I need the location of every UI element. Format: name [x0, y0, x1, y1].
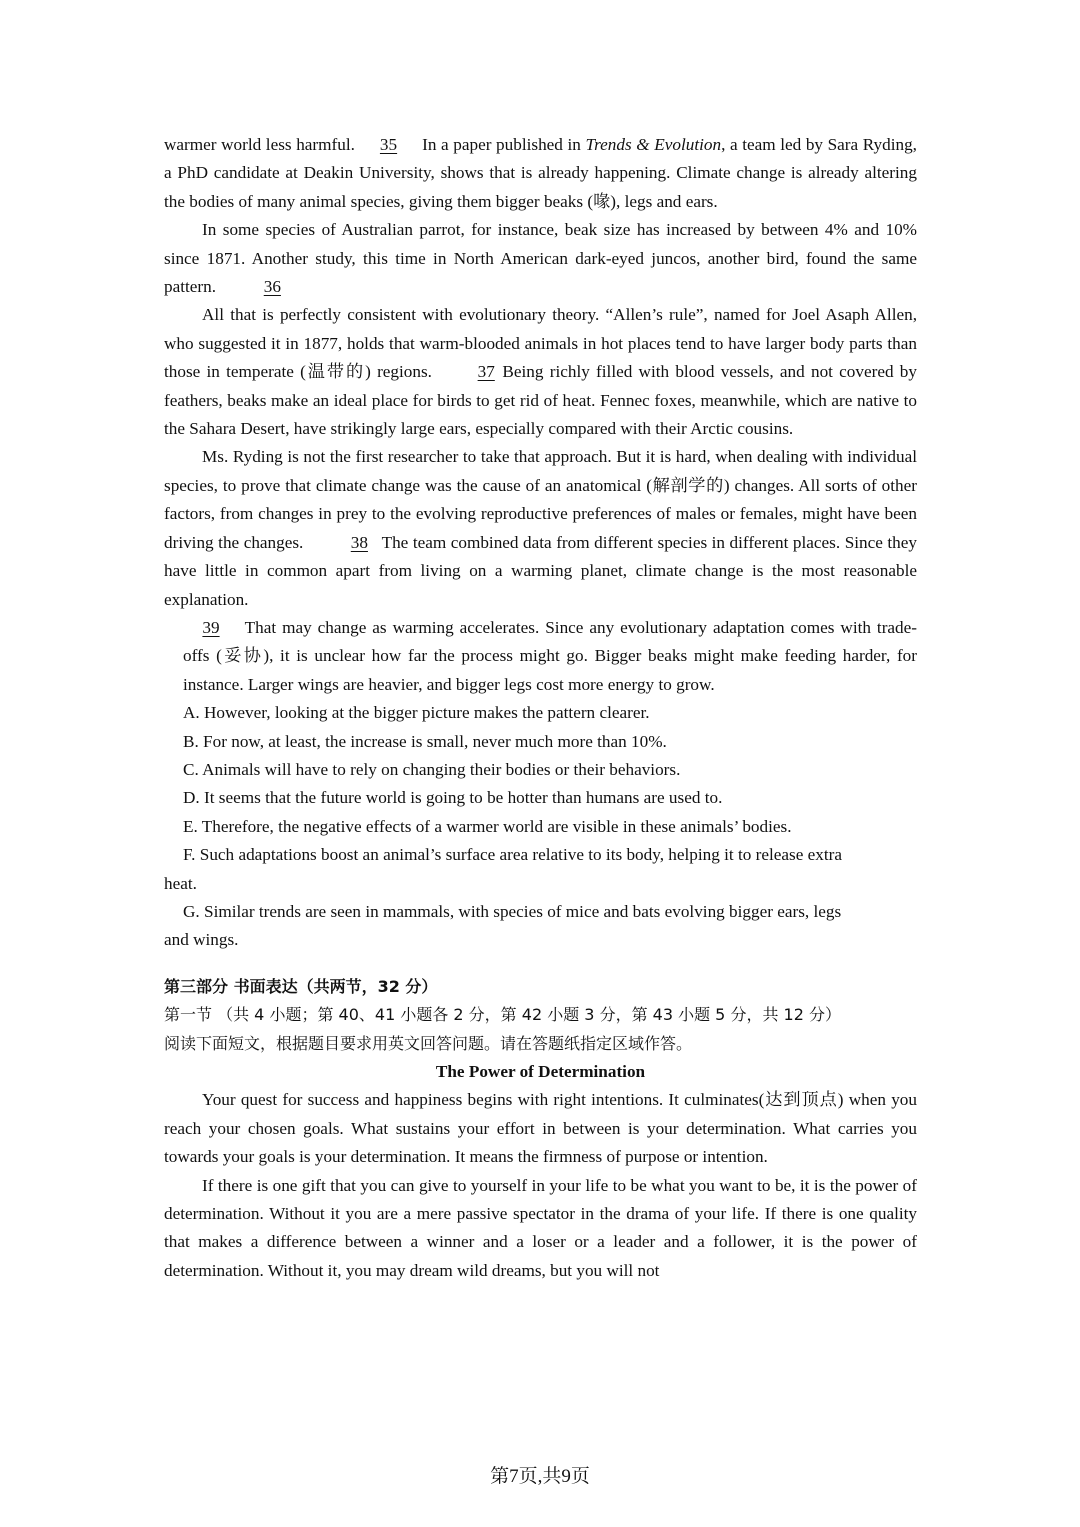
page-content [164, 131, 917, 1285]
text: All that is perfectly consistent with evolutionary theory. “Allen’s rule”, named for Joel Asaph Allen, who suggested it in 1877, holds that warm-blooded animals in hot places tend to have larger body parts than those in temperate (温带的) regions. [164, 305, 917, 382]
paragraph-5 [164, 614, 917, 699]
blank-37[interactable]: 37 [477, 362, 495, 382]
text: Ms. Ryding is not the first researcher to take that approach. But it is hard, when dealing with individual species, to prove that climate change was the cause of an anatomical (解剖学的) changes. All sorts of other factors, from changes in prey to the evolving reproductive preferences of males or females, might have been driving the changes. [164, 447, 917, 552]
text: That may change as warming accelerates. Since any evolutionary adaptation comes with trade-offs (妥协), it is unclear how far the process might go. Bigger beaks might make feeding harder, for instance. Larger wings are heavier, and bigger legs cost more energy to grow. [183, 617, 917, 694]
text: , a team led by Sara Ryding, a PhD candidate at Deakin University, shows that is already happening. Climate change is already altering the bodies of many animal species, giving them bigger beaks (喙), legs and ears. [164, 135, 917, 211]
option-g-cont: and wings. [164, 930, 239, 950]
option-e: E. Therefore, the negative effects of a warmer world are visible in these animals’ bodies. [183, 816, 792, 836]
instructions: 阅读下面短文，根据题目要求用英文回答问题。请在答题纸指定区域作答。 [164, 1033, 693, 1053]
option-a: A. However, looking at the bigger picture makes the pattern clearer. [183, 703, 650, 723]
option-b: B. For now, at least, the increase is small, never much more than 10%. [183, 731, 667, 751]
essay-paragraph-1: Your quest for success and happiness begins with right intentions. It culminates(达到顶点) when you reach your chosen goals. What sustains your effort in between is your determination. What carries you towards your goals is your determination. It means the firmness of purpose or intention. [164, 1090, 917, 1167]
option-c: C. Animals will have to rely on changing their bodies or their behaviors. [183, 759, 681, 779]
part3-heading: 第三部分 书面表达（共两节，32 分） [164, 976, 438, 996]
text: Being richly filled with blood vessels, and not covered by feathers, beaks make an ideal place for birds to get rid of heat. Fennec foxes, meanwhile, which are native to the Sahara Desert, have strikingly large ears, especially compared with their Arctic cousins. [164, 362, 917, 439]
essay-title: The Power of Determination [435, 1062, 646, 1081]
section1-heading: 第一节 （共 4 小题；第 40、41 小题各 2 分，第 42 小题 3 分，第 43 小题 5 分，共 12 分） [164, 1005, 841, 1025]
essay-paragraph-2: If there is one gift that you can give to yourself in your life to be what you want to be, it is the power of determination. Without it you are a mere passive spectator in the drama of your life. If there is one quality that makes a difference between a winner and a loser or a leader and a follower, it is the power of determination. Without it, you may dream wild dreams, but you will not [164, 1175, 917, 1280]
journal-name: Trends & Evolution [585, 135, 722, 154]
text: The team combined data from different species in different places. Since they have little in common apart from living on a warming planet, climate change is the most reasonable explanation. [164, 532, 917, 609]
paragraph-3 [164, 301, 917, 443]
paragraph-4 [164, 443, 917, 613]
option-f: F. Such adaptations boost an animal’s surface area relative to its body, helping it to release extra [183, 845, 843, 865]
text: In some species of Australian parrot, for instance, beak size has increased by between 4% and 10% since 1871. Another study, this time in North American dark-eyed juncos, another bird, found the same pattern. [164, 220, 917, 297]
text: warmer world less harmful. [164, 135, 360, 154]
blank-35[interactable]: 35 [379, 135, 398, 154]
page-number: 第7页,共9页 [490, 1466, 590, 1487]
option-g: G. Similar trends are seen in mammals, with species of mice and bats evolving bigger ears, legs [183, 901, 842, 921]
option-f-cont: heat. [164, 873, 197, 893]
option-d: D. It seems that the future world is going to be hotter than humans are used to. [183, 788, 723, 808]
blank-36[interactable]: 36 [263, 277, 281, 297]
paragraph-2 [164, 216, 917, 301]
paragraph-1 [164, 131, 917, 216]
blank-38[interactable]: 38 [350, 532, 368, 552]
blank-39[interactable]: 39 [202, 617, 220, 637]
text: In a paper published in [417, 135, 586, 154]
